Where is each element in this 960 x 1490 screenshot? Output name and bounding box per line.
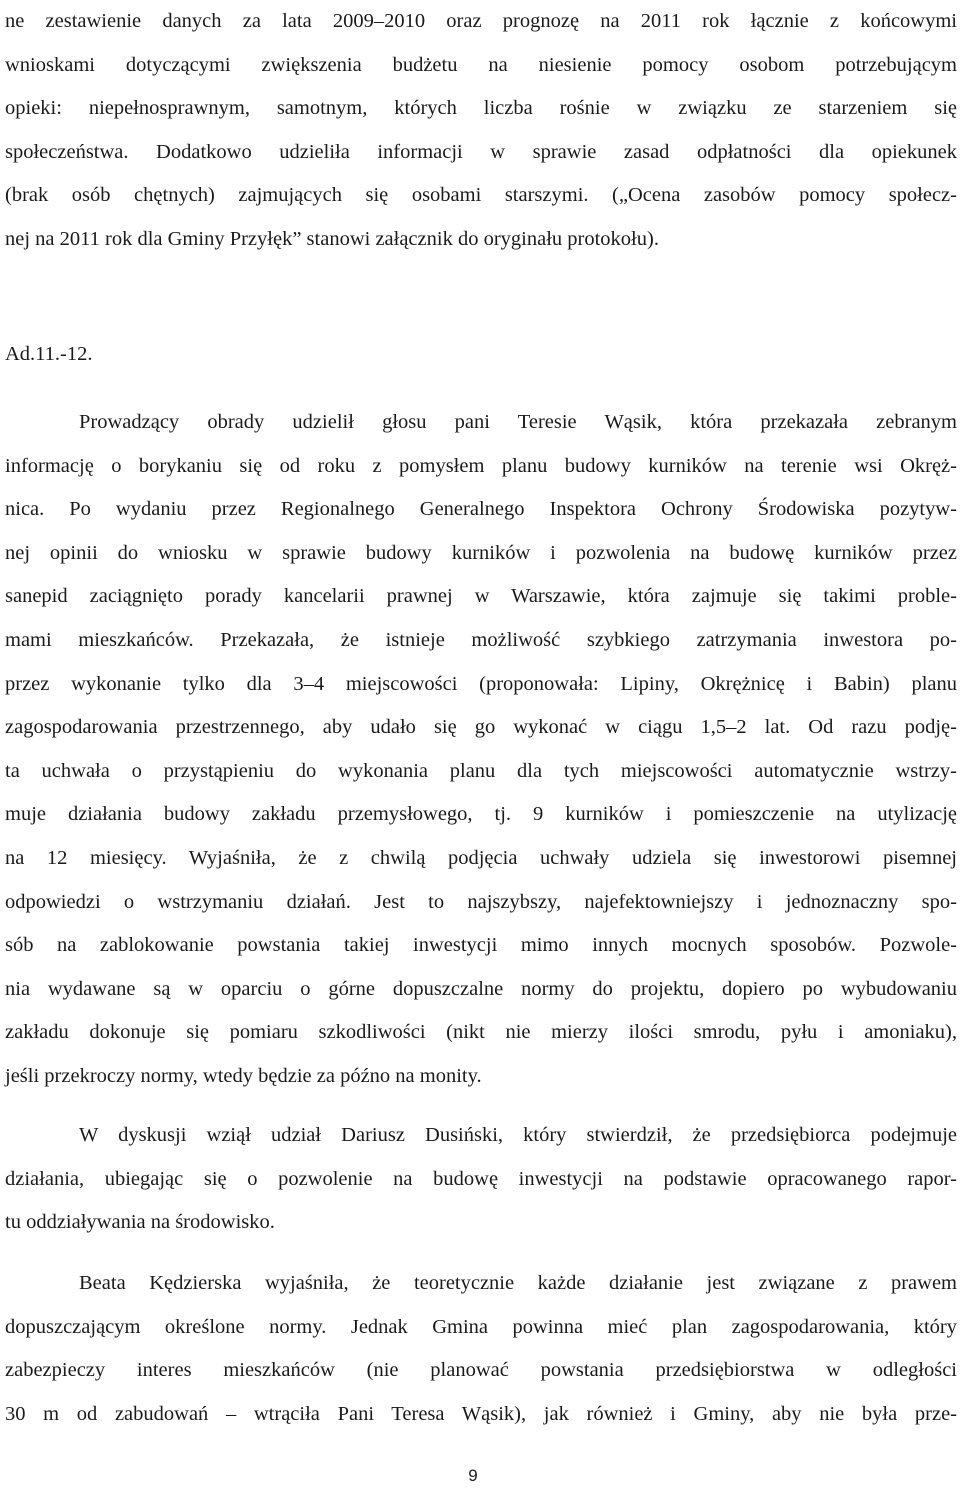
intro-paragraph [5,0,957,262]
text-line: zabezpieczy interes mieszkańców (nie planować powstania przedsiębiorstwa w odległości [5,1359,957,1382]
text-line: nia wydawane są w oparciu o górne dopuszczalne normy do projektu, dopiero po wybudowaniu [5,977,957,1000]
text-line: Beata Kędzierska wyjaśniła, że teoretycznie każde działanie jest związane z prawem [79,1272,957,1294]
text-line: wnioskami dotyczącymi zwiększenia budżetu na niesienie pomocy osobom potrzebującym [5,53,957,76]
text-line: jeśli przekroczy normy, wtedy będzie za późno na monity. [5,1064,482,1087]
text-line: mami mieszkańców. Przekazała, że istnieje możliwość szybkiego zatrzymania inwestora po- [5,628,957,651]
paragraph-discussion [5,1114,957,1245]
text-line: nej na 2011 rok dla Gminy Przyłęk” stanowi załącznik do oryginału protokołu). [5,227,659,250]
page-number: 9 [468,1466,478,1485]
text-line: działania, ubiegając się o pozwolenie na budowę inwestycji na podstawie opracowanego rapor- [5,1167,957,1190]
text-line: nej opinii do wniosku w sprawie budowy kurników i pozwolenia na budowę kurników przez [5,541,957,564]
text-line: odpowiedzi o wstrzymaniu działań. Jest to najszybszy, najefektowniejszy i jednoznaczny spo- [5,890,957,913]
text-line: muje działania budowy zakładu przemysłowego, tj. 9 kurników i pomieszczenie na utylizację [5,803,957,826]
text-line: nica. Po wydaniu przez Regionalnego Generalnego Inspektora Ochrony Środowiska pozytyw- [5,498,957,521]
text-line: na 12 miesięcy. Wyjaśniła, że z chwilą podjęcia uchwały udziela się inwestorowi pisemnej [5,846,957,869]
section-heading: Ad.11.-12. [5,343,93,365]
text-line: dopuszczającym określone normy. Jednak Gmina powinna mieć plan zagospodarowania, który [5,1315,957,1338]
text-line: zagospodarowania przestrzennego, aby udało się go wykonać w ciągu 1,5–2 lat. Od razu podję- [5,716,957,739]
text-line: społeczeństwa. Dodatkowo udzieliła informacji w sprawie zasad odpłatności dla opiekunek [5,140,957,163]
text-line: sób na zablokowanie powstania takiej inwestycji mimo innych mocnych sposobów. Pozwole- [5,934,957,957]
text-line: opieki: niepełnosprawnym, samotnym, których liczba rośnie w związku ze starzeniem się [5,97,957,120]
text-line: (brak osób chętnych) zajmujących się osobami starszymi. („Ocena zasobów pomocy społecz- [5,184,957,207]
paragraph-presentation [5,401,957,1099]
text-line: ne zestawienie danych za lata 2009–2010 oraz prognozę na 2011 rok łącznie z końcowymi [5,10,957,32]
text-line: 30 m od zabudowań – wtrąciła Pani Teresa Wąsik), jak również i Gminy, aby nie była prze- [5,1402,957,1425]
text-line: tu oddziaływania na środowisko. [5,1211,275,1234]
text-line: zakładu dokonuje się pomiaru szkodliwości (nikt nie mierzy ilości smrodu, pyłu i amoniaku), [5,1021,957,1044]
text-line: W dyskusji wziął udział Dariusz Dusiński, który stwierdził, że przedsiębiorca podejmuje [79,1124,957,1146]
text-line: sanepid zaciągnięto porady kancelarii prawnej w Warszawie, która zajmuje się takimi proble- [5,585,957,608]
text-line: Prowadzący obrady udzielił głosu pani Teresie Wąsik, która przekazała zebranym [79,411,957,433]
text-line: informację o borykaniu się od roku z pomysłem planu budowy kurników na terenie wsi Okręż- [5,454,957,477]
text-line: przez wykonanie tylko dla 3–4 miejscowości (proponowała: Lipiny, Okrężnicę i Babin) planu [5,672,957,695]
paragraph-explanation [5,1262,957,1436]
text-line: ta uchwała o przystąpieniu do wykonania planu dla tych miejscowości automatycznie wstrzy- [5,759,957,782]
